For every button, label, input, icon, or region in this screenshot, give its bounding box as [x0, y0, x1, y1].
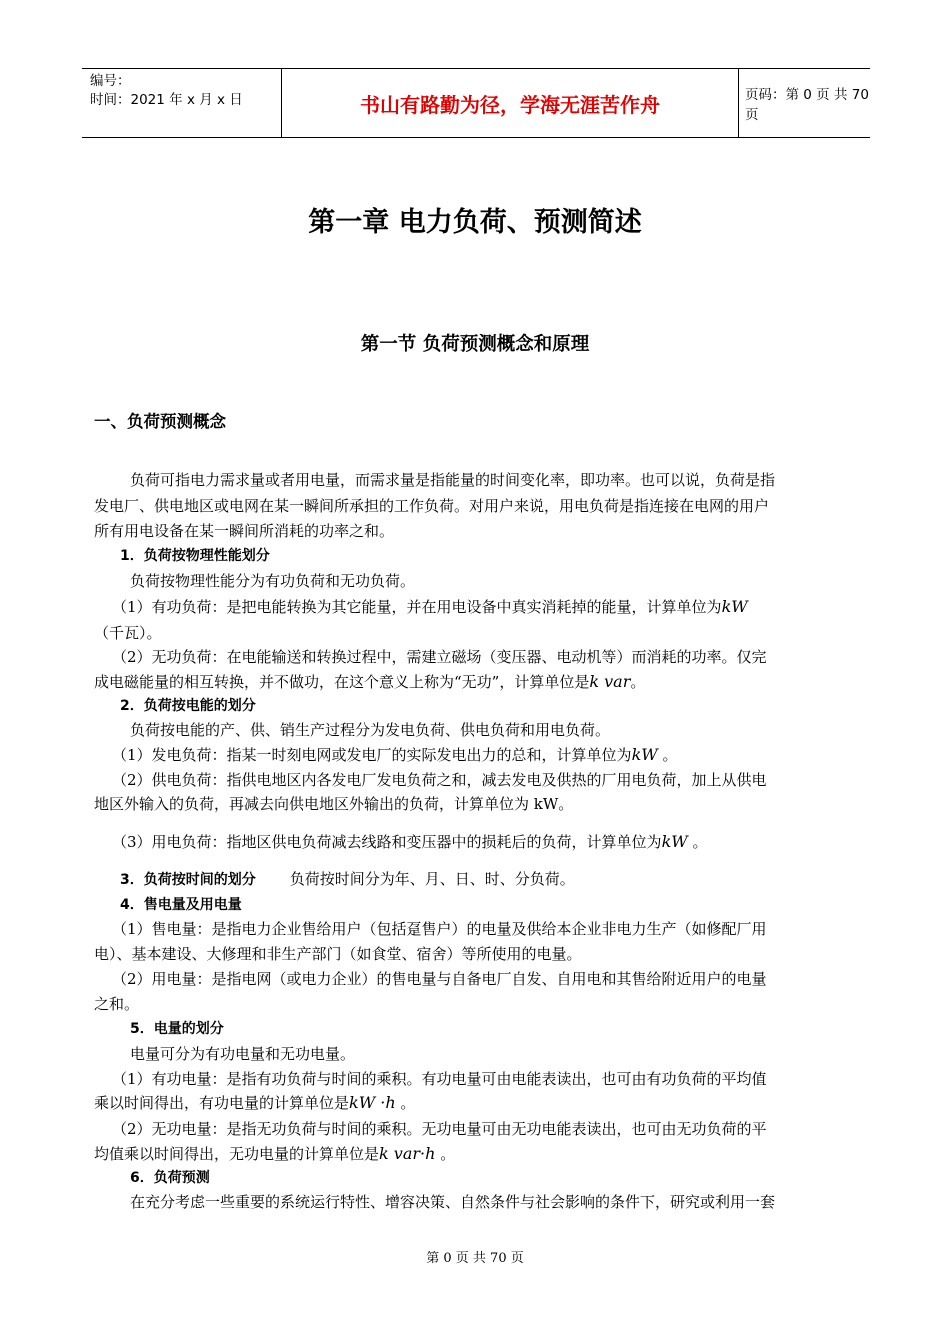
- paragraph-line: （3）用电负荷：指地区供电负荷减去线路和变压器中的损耗后的负荷，计算单位为kW 。: [112, 832, 708, 851]
- paragraph-line: 乘以时间得出，有功电量的计算单位是kW ·h 。: [94, 1093, 416, 1112]
- paragraph-line: 发电厂、供电地区或电网在某一瞬间所承担的工作负荷。对用户来说，用电负荷是指连接在电网的用户: [94, 497, 770, 515]
- paragraph-line: 负荷可指电力需求量或者用电量，而需求量是指能量的时间变化率，即功率。也可以说，负荷是指: [130, 471, 776, 489]
- subheading-4: 4．售电量及用电量: [120, 897, 242, 913]
- unit-kvar: k var: [589, 672, 631, 691]
- chapter-title: 第一章 电力负荷、预测简述: [308, 207, 642, 238]
- document-header: [82, 68, 870, 138]
- paragraph-line: 所有用电设备在某一瞬间所消耗的功率之和。: [94, 522, 395, 540]
- unit-kw: kW: [661, 832, 688, 851]
- subheading-5: 5．电量的划分: [130, 1021, 224, 1037]
- paragraph-line: 负荷按电能的产、供、销生产过程分为发电负荷、供电负荷和用电负荷。: [130, 721, 611, 739]
- paragraph-line: （1）售电量：是指电力企业售给用户（包括趸售户）的电量及供给本企业非电力生产（如修配厂用: [112, 920, 767, 938]
- header-meta-cell: [82, 69, 281, 137]
- unit-kvarh: k var·h: [379, 1144, 436, 1163]
- paragraph-line: （1）有功电量：是指有功负荷与时间的乘积。有功电量可由电能表读出，也可由有功负荷的平均值: [112, 1070, 767, 1088]
- paragraph-line: （2）无功电量：是指无功负荷与时间的乘积。无功电量可由无功电能表读出，也可由无功负荷的平: [112, 1120, 767, 1138]
- paragraph-line: 在充分考虑一些重要的系统运行特性、增容决策、自然条件与社会影响的条件下，研究或利用一套: [130, 1193, 776, 1211]
- unit-kw: kW: [631, 745, 658, 764]
- header-motto: 书山有路勤为径，学海无涯苦作舟: [281, 69, 739, 137]
- paragraph-line: （2）供电负荷：指供电地区内各发电厂发电负荷之和，减去发电及供热的厂用电负荷，加上从供电: [112, 771, 767, 789]
- header-page-info: 页码：第 0 页 共 70 页: [745, 87, 869, 123]
- paragraph-line: （1）发电负荷：指某一时刻电网或发电厂的实际发电出力的总和，计算单位为kW 。: [112, 745, 678, 764]
- unit-kw: kW: [721, 597, 748, 616]
- subheading-1: 1．负荷按物理性能划分: [120, 548, 270, 564]
- paragraph-line: 地区外输入的负荷，再减去向供电地区外输出的负荷，计算单位为 kW。: [94, 795, 574, 813]
- paragraph-line: （2）用电量：是指电网（或电力企业）的售电量与自备电厂自发、自用电和其售给附近用户的电量: [112, 970, 767, 988]
- paragraph-line: 电量可分为有功电量和无功电量。: [130, 1045, 356, 1063]
- paragraph-line: （2）无功负荷：在电能输送和转换过程中，需建立磁场（变压器、电动机等）而消耗的功率。仅完: [112, 648, 767, 666]
- paragraph-line: （千瓦）。: [94, 624, 162, 642]
- heading-1: 一、负荷预测概念: [94, 412, 226, 431]
- paragraph-line: 电）、基本建设、大修理和非生产部门（如食堂、宿舍）等所使用的电量。: [94, 945, 582, 963]
- paragraph-line: 之和。: [94, 995, 140, 1013]
- time-label: 时间：2021 年 x 月 x 日: [90, 92, 243, 108]
- paragraph-line: （1）有功负荷：是把电能转换为其它能量，并在用电设备中真实消耗掉的能量，计算单位为kW: [112, 597, 748, 616]
- paragraph-line: 成电磁能量的相互转换，并不做功，在这个意义上称为“无功”，计算单位是k var。: [94, 672, 646, 691]
- section-title: 第一节 负荷预测概念和原理: [360, 334, 590, 355]
- unit-kwh: kW ·h: [349, 1093, 396, 1112]
- paragraph-line: 负荷按物理性能分为有功负荷和无功负荷。: [130, 572, 416, 590]
- subheading-3: 3．负荷按时间的划分: [120, 872, 256, 888]
- page-footer: 第 0 页 共 70 页: [426, 1251, 524, 1266]
- number-label: 编号：: [90, 73, 131, 89]
- subheading-2: 2．负荷按电能的划分: [120, 698, 256, 714]
- paragraph-line: 均值乘以时间得出，无功电量的计算单位是k var·h 。: [94, 1144, 456, 1163]
- paragraph-line: 3．负荷按时间的划分 负荷按时间分为年、月、日、时、分负荷。: [120, 870, 575, 888]
- subheading-6: 6．负荷预测: [130, 1170, 210, 1186]
